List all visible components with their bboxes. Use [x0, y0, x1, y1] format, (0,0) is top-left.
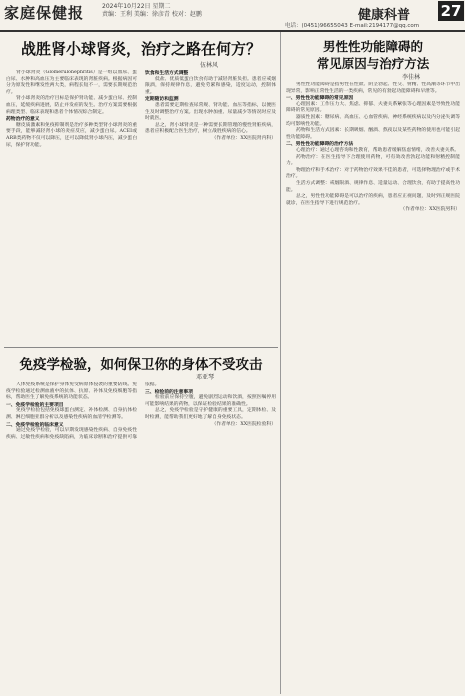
article-divider	[4, 347, 278, 348]
article3-source: （作者单位：XX医院男科）	[400, 207, 460, 213]
contact-line: 电话：(0451)96655043 E-mail:2194177@qq.com	[285, 23, 420, 29]
article1-subheading: 药物治疗的意义	[6, 116, 40, 123]
masthead-meta	[102, 3, 202, 19]
article1-title: 战胜肾小球肾炎，治疗之路在何方？	[20, 40, 261, 58]
article1-subheading: 饮食和生活方式调整	[145, 70, 189, 76]
date-line: 2024年10月22日 星期二	[102, 3, 171, 10]
article2-paragraph: 人体免疫系统是保护身体免受病原体侵袭的重要防线。免疫学检验通过检测血液中的抗体、抗原、补体及免疫细胞等指标，帮助医生了解免疫系统的功能状态。	[6, 382, 137, 401]
article3-title-line2: 常见原因与治疗方法	[316, 56, 430, 71]
article3-title-line1: 男性性功能障碍的	[322, 39, 423, 54]
column-title: 健康科普	[358, 8, 411, 23]
article2-paragraph: 通过免疫学检验，可以早期发现感染性疾病、自身免疫性疾病、过敏性疾病和免疫缺陷病，为临床诊断和治疗提供可靠依据。	[6, 382, 160, 440]
article2-byline: 邓亚琴	[196, 374, 215, 381]
article2-paragraph: 免疫学检验包括免疫球蛋白测定、补体检测、自身抗体检测、淋巴细胞亚群分析以及感染性疾病的血清学检测等。	[6, 408, 137, 420]
article2-title: 免疫学检验，如何保卫你的身体不受攻击	[19, 357, 263, 373]
article3-paragraph: 药物和生活方式因素：长期吸烟、酗酒、熬夜以及某些药物的使用也可能引起性功能障碍。	[286, 128, 460, 140]
article3-paragraph: 男性性功能障碍是指男性在性欲、阴茎勃起、性交、射精、性高潮等环节中出现异常，影响正常性生活的一类疾病，常见的有勃起功能障碍和早泄等。	[286, 82, 460, 94]
article1-paragraph: 糖皮质激素和免疫抑制剂是治疗多种类型肾小球肾炎的重要手段，能够减轻肾小球的炎症反应，减少蛋白尿。ACEI或ARB类药物不仅可以降压，还可以降低肾小球内压，减少蛋白尿，保护肾功能。	[6, 122, 137, 148]
article1-subheading: 定期随访和监测	[145, 96, 179, 103]
article2-subheading: 一、免疫学检验的主要项目	[6, 401, 64, 408]
article1-paragraph: 患者需要定期检查尿常规、肾功能、血压等指标，以便医生及时调整治疗方案。出现水肿加重、尿量减少等情况时应及时就医。	[145, 102, 276, 122]
article1-byline: 伍林风	[200, 62, 219, 69]
masthead	[0, 0, 465, 32]
article2-source: （作者单位：XX医院检验科）	[211, 421, 276, 427]
article2-subheading: 二、免疫学检验的临床意义	[6, 421, 64, 428]
article3-subheading: 一、男性性功能障碍的常见原因	[286, 95, 354, 102]
article3-paragraph: 心理治疗：通过心理咨询和性教育，帮助患者缓解焦虑情绪，改善夫妻关系。	[296, 147, 460, 153]
article1-paragraph: 总之，肾小球肾炎是一种需要长期管理的慢性肾脏疾病，患者应积极配合医生治疗，树立战胜疾病的信心。	[145, 122, 276, 135]
section-title: 家庭保健报	[4, 4, 85, 22]
article3-paragraph: 药物治疗：在医生指导下合理使用药物，可有效改善勃起功能和射精控制能力。	[286, 154, 460, 167]
article1-source: （作者单位：XX医院肾内科）	[211, 135, 276, 141]
article2-body	[6, 382, 276, 690]
article2-subheading: 三、检验前的注意事项	[145, 388, 193, 395]
column-divider	[280, 32, 281, 694]
editor-line: 责编：王利 美编：徐彦青 校对：赵鹏	[102, 11, 202, 18]
article1-paragraph: 低盐、优质低蛋白饮食有助于减轻肾脏负担。患者应戒烟限酒，保持规律作息，避免劳累和感染，适度运动，控制体重。	[145, 76, 276, 95]
article2-paragraph: 总之，免疫学检验是守护健康的重要工具，定期体检、及时检测，能帮助我们更好地了解自身免疫状态。	[145, 408, 276, 420]
article3-paragraph: 总之，男性性功能障碍是可以治疗的疾病，患者应正视问题，及时到正规医院就诊，在医生指导下进行规范治疗。	[286, 194, 460, 206]
article3-paragraph: 生活方式调整：戒烟限酒、规律作息、适量运动、合理饮食，有助于提高性功能。	[286, 180, 460, 193]
article1-paragraph: 肾小球肾炎（Glomerulonephritis）是一组以血尿、蛋白尿、水肿和高血压为主要临床表现的肾脏疾病。根据病因可分为原发性和继发性两大类，病程长短不一，需要长期规范治疗。	[6, 70, 137, 95]
article1-body	[6, 70, 276, 342]
article3-paragraph: 物理治疗和手术治疗：对于药物治疗效果不佳的患者，可选择物理治疗或手术治疗。	[286, 167, 460, 180]
article3-paragraph: 器质性因素：糖尿病、高血压、心血管疾病、神经系统疾病以及内分泌失调等均可影响性功能。	[286, 114, 460, 127]
page-number: 27	[438, 1, 464, 21]
article3-paragraph: 心理因素：工作压力大、焦虑、抑郁、夫妻关系紧张等心理因素是导致性功能障碍的常见原因。	[286, 101, 460, 114]
article3-body	[286, 82, 460, 690]
article1-paragraph: 肾小球肾炎的治疗目标是保护肾功能、减少蛋白尿、控制血压，延缓疾病进展，防止并发症的发生。治疗方案需要根据病理类型、临床表现和患者个体情况综合制定。	[6, 96, 137, 115]
article2-paragraph: 检验前应保持空腹，避免剧烈运动和饮酒，按照医嘱停用可能影响结果的药物，以保证检验结果的准确性。	[145, 395, 276, 407]
article3-subheading: 二、男性性功能障碍的治疗方法	[286, 141, 354, 148]
article3-byline: 李佳林	[402, 74, 421, 81]
